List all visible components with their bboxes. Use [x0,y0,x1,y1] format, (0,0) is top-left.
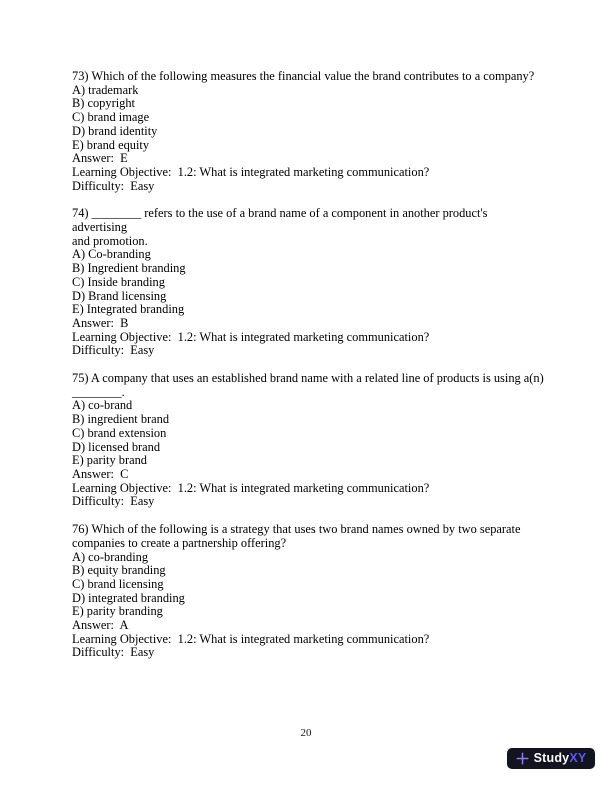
page-number: 20 [300,727,312,739]
learning-objective-line: Learning Objective: 1.2: What is integrated marketing communication? [72,164,430,179]
option: C) brand extension [72,425,167,440]
option: D) brand identity [72,123,158,138]
learning-objective-line: Learning Objective: 1.2: What is integrated marketing communication? [72,631,430,646]
option: C) brand licensing [72,576,164,591]
learning-objective-line: Learning Objective: 1.2: What is integrated marketing communication? [72,329,430,344]
plus-icon [516,752,529,765]
option: E) parity branding [72,604,163,619]
difficulty-line: Difficulty: Easy [72,178,155,193]
option: E) brand equity [72,137,150,152]
answer-line: Answer: A [72,618,129,633]
question-text: 73) Which of the following measures the financial value the brand contributes to a company? [72,69,535,83]
question-block [72,70,544,193]
question-text: 76) Which of the following is a strategy that uses two brand names owned by two separate [72,522,521,537]
option: C) brand image [72,110,150,125]
difficulty-line: Difficulty: Easy [72,494,155,509]
option: D) licensed brand [72,439,161,454]
difficulty-line: Difficulty: Easy [72,645,155,660]
question-text: ________. [72,384,125,399]
question-text: 75) A company that uses an established brand name with a related line of products is using a(n) [72,371,544,386]
option: A) co-branding [72,549,149,564]
difficulty-line: Difficulty: Easy [72,343,155,358]
option: A) Co-branding [72,247,151,262]
option: D) Brand licensing [72,288,167,303]
option: B) ingredient brand [72,412,170,427]
option: A) trademark [72,82,139,97]
learning-objective-line: Learning Objective: 1.2: What is integrated marketing communication? [72,480,430,495]
brand-text [534,752,587,765]
question-text: companies to create a partnership offering? [72,535,287,550]
question-block [72,372,544,509]
question-block [72,207,544,358]
option: C) Inside branding [72,274,165,289]
studyxy-logo-badge [507,748,595,769]
brand-text-accent: XY [569,751,587,766]
option: B) copyright [72,96,135,111]
option: E) Integrated branding [72,302,185,317]
question-text: 74) ________ refers to the use of a brand name of a component in another product's advertising [72,206,491,235]
option: D) integrated branding [72,590,185,605]
question-block [72,523,544,660]
option: E) parity brand [72,453,148,468]
answer-line: Answer: B [72,315,129,330]
brand-text-primary: Study [533,751,570,766]
answer-line: Answer: C [72,466,129,481]
questions [72,70,544,674]
option: B) Ingredient branding [72,261,186,276]
option: A) co-brand [72,398,133,413]
option: B) equity branding [72,563,166,578]
question-text: and promotion. [72,233,148,248]
answer-line: Answer: E [72,151,128,166]
